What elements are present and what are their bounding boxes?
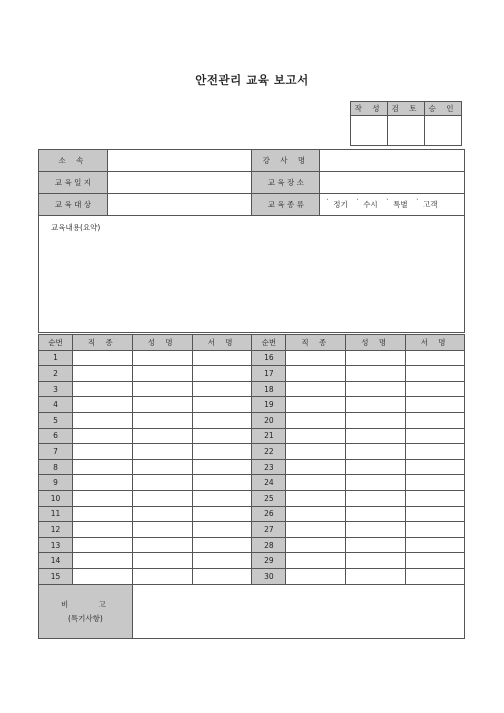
remarks-field[interactable] <box>132 585 464 639</box>
seq-right: 19 <box>252 397 286 413</box>
job-right[interactable] <box>286 428 346 444</box>
name-left[interactable] <box>132 537 192 553</box>
sign-left[interactable] <box>192 397 252 413</box>
job-right[interactable] <box>286 490 346 506</box>
job-left[interactable] <box>72 475 132 491</box>
job-left[interactable] <box>72 506 132 522</box>
type-option-customer: 고객 <box>422 200 438 209</box>
seq-right: 28 <box>252 537 286 553</box>
header-sign-right: 서 명 <box>406 335 465 351</box>
name-right[interactable] <box>346 428 406 444</box>
type-option-occasional: 수시 <box>363 200 378 209</box>
approval-header-author: 작 성 <box>351 102 388 116</box>
page-title: 안전관리 교육 보고서 <box>195 73 309 87</box>
job-left[interactable] <box>72 350 132 366</box>
job-left[interactable] <box>72 444 132 460</box>
job-left[interactable] <box>72 537 132 553</box>
sign-right[interactable] <box>406 522 465 538</box>
table-row <box>39 522 465 538</box>
seq-left: 2 <box>39 366 73 382</box>
checkbox-icon[interactable]: ˋ <box>326 199 330 206</box>
table-row <box>39 537 465 553</box>
date-label: 교 육 일 지 <box>39 172 108 194</box>
seq-right: 26 <box>252 506 286 522</box>
sign-right[interactable] <box>406 350 465 366</box>
table-row <box>39 568 465 584</box>
sign-left[interactable] <box>192 475 252 491</box>
sign-right[interactable] <box>406 366 465 382</box>
seq-left: 5 <box>39 412 73 428</box>
seq-left: 1 <box>39 350 73 366</box>
name-left[interactable] <box>132 366 192 382</box>
seq-right: 18 <box>252 381 286 397</box>
header-job-left: 직 종 <box>72 335 132 351</box>
job-left[interactable] <box>72 366 132 382</box>
type-options <box>320 194 465 216</box>
sign-right[interactable] <box>406 428 465 444</box>
table-row <box>39 350 465 366</box>
name-left[interactable] <box>132 459 192 475</box>
name-left[interactable] <box>132 381 192 397</box>
approval-header-review: 검 토 <box>388 102 425 116</box>
approval-header-approve: 승 인 <box>425 102 462 116</box>
name-right[interactable] <box>346 366 406 382</box>
seq-right: 16 <box>252 350 286 366</box>
place-label: 교 육 장 소 <box>252 172 320 194</box>
name-left[interactable] <box>132 553 192 569</box>
seq-left: 3 <box>39 381 73 397</box>
sign-right[interactable] <box>406 537 465 553</box>
sign-left[interactable] <box>192 459 252 475</box>
header-sign-left: 서 명 <box>192 335 252 351</box>
seq-right: 27 <box>252 522 286 538</box>
name-left[interactable] <box>132 397 192 413</box>
job-left[interactable] <box>72 459 132 475</box>
table-row <box>39 490 465 506</box>
name-left[interactable] <box>132 412 192 428</box>
seq-left: 10 <box>39 490 73 506</box>
sign-right[interactable] <box>406 490 465 506</box>
seq-right: 30 <box>252 568 286 584</box>
sign-right[interactable] <box>406 412 465 428</box>
sign-left[interactable] <box>192 553 252 569</box>
sign-left[interactable] <box>192 366 252 382</box>
name-left[interactable] <box>132 568 192 584</box>
table-row <box>39 397 465 413</box>
name-right[interactable] <box>346 537 406 553</box>
attendee-roster <box>38 334 465 585</box>
checkbox-icon[interactable]: ˋ <box>356 199 360 206</box>
job-left[interactable] <box>72 428 132 444</box>
instructor-label: 강 사 명 <box>252 150 320 172</box>
table-row <box>39 506 465 522</box>
job-left[interactable] <box>72 568 132 584</box>
seq-left: 11 <box>39 506 73 522</box>
name-left[interactable] <box>132 506 192 522</box>
job-left[interactable] <box>72 381 132 397</box>
seq-left: 7 <box>39 444 73 460</box>
remarks-label-line1: 비 고 <box>60 599 120 609</box>
remarks-label <box>39 585 133 639</box>
sign-left[interactable] <box>192 412 252 428</box>
name-left[interactable] <box>132 444 192 460</box>
job-right[interactable] <box>286 397 346 413</box>
name-right[interactable] <box>346 350 406 366</box>
job-left[interactable] <box>72 397 132 413</box>
sign-right[interactable] <box>406 444 465 460</box>
seq-left: 14 <box>39 553 73 569</box>
sign-left[interactable] <box>192 568 252 584</box>
sign-right[interactable] <box>406 553 465 569</box>
name-left[interactable] <box>132 490 192 506</box>
affiliation-label: 소 속 <box>39 150 108 172</box>
name-right[interactable] <box>346 381 406 397</box>
instructor-field[interactable] <box>320 150 465 172</box>
job-right[interactable] <box>286 381 346 397</box>
job-right[interactable] <box>286 506 346 522</box>
table-row <box>39 428 465 444</box>
remarks-table <box>38 584 465 639</box>
job-right[interactable] <box>286 412 346 428</box>
job-left[interactable] <box>72 553 132 569</box>
job-right[interactable] <box>286 459 346 475</box>
header-seq-right: 순번 <box>252 335 286 351</box>
job-right[interactable] <box>286 366 346 382</box>
place-field[interactable] <box>320 172 465 194</box>
seq-left: 8 <box>39 459 73 475</box>
seq-left: 9 <box>39 475 73 491</box>
type-label: 교 육 종 류 <box>252 194 320 216</box>
target-label: 교 육 대 상 <box>39 194 108 216</box>
name-left[interactable] <box>132 428 192 444</box>
sign-right[interactable] <box>406 381 465 397</box>
approval-sign-review[interactable] <box>388 116 425 146</box>
info-table <box>38 149 465 333</box>
target-field[interactable] <box>107 194 252 216</box>
sign-right[interactable] <box>406 506 465 522</box>
seq-left: 15 <box>39 568 73 584</box>
name-right[interactable] <box>346 506 406 522</box>
table-row <box>39 475 465 491</box>
approval-sign-approve[interactable] <box>425 116 462 146</box>
type-option-regular: 정기 <box>333 200 348 209</box>
seq-left: 6 <box>39 428 73 444</box>
job-left[interactable] <box>72 412 132 428</box>
remarks-label-line2: (특기사항) <box>67 613 103 623</box>
approval-sign-author[interactable] <box>351 116 388 146</box>
job-right[interactable] <box>286 444 346 460</box>
sign-left[interactable] <box>192 506 252 522</box>
header-name-right: 성 명 <box>346 335 406 351</box>
seq-right: 23 <box>252 459 286 475</box>
seq-right: 17 <box>252 366 286 382</box>
table-row <box>39 553 465 569</box>
name-right[interactable] <box>346 412 406 428</box>
checkbox-icon[interactable]: ˋ <box>386 199 390 206</box>
job-left[interactable] <box>72 522 132 538</box>
seq-right: 29 <box>252 553 286 569</box>
table-row <box>39 366 465 382</box>
sign-left[interactable] <box>192 350 252 366</box>
seq-left: 12 <box>39 522 73 538</box>
sign-left[interactable] <box>192 490 252 506</box>
header-name-left: 성 명 <box>132 335 192 351</box>
name-left[interactable] <box>132 350 192 366</box>
job-right[interactable] <box>286 553 346 569</box>
name-right[interactable] <box>346 459 406 475</box>
name-right[interactable] <box>346 475 406 491</box>
job-right[interactable] <box>286 537 346 553</box>
name-right[interactable] <box>346 568 406 584</box>
checkbox-icon[interactable]: ˋ <box>415 199 419 206</box>
job-right[interactable] <box>286 568 346 584</box>
job-right[interactable] <box>286 475 346 491</box>
name-left[interactable] <box>132 522 192 538</box>
approval-box <box>350 101 462 146</box>
seq-right: 24 <box>252 475 286 491</box>
date-field[interactable] <box>107 172 252 194</box>
name-right[interactable] <box>346 553 406 569</box>
name-right[interactable] <box>346 444 406 460</box>
sign-left[interactable] <box>192 381 252 397</box>
seq-right: 20 <box>252 412 286 428</box>
summary-label: 교육내용(요약) <box>51 223 101 232</box>
sign-right[interactable] <box>406 475 465 491</box>
header-seq-left: 순번 <box>39 335 73 351</box>
name-left[interactable] <box>132 475 192 491</box>
summary-area[interactable] <box>39 216 465 333</box>
header-job-right: 직 종 <box>286 335 346 351</box>
name-right[interactable] <box>346 490 406 506</box>
seq-left: 13 <box>39 537 73 553</box>
sign-left[interactable] <box>192 428 252 444</box>
table-row <box>39 381 465 397</box>
job-left[interactable] <box>72 490 132 506</box>
sign-left[interactable] <box>192 537 252 553</box>
sign-right[interactable] <box>406 397 465 413</box>
sign-right[interactable] <box>406 568 465 584</box>
name-right[interactable] <box>346 397 406 413</box>
type-option-special: 특별 <box>393 200 408 209</box>
seq-right: 25 <box>252 490 286 506</box>
seq-right: 21 <box>252 428 286 444</box>
table-row <box>39 459 465 475</box>
job-right[interactable] <box>286 522 346 538</box>
seq-left: 4 <box>39 397 73 413</box>
name-right[interactable] <box>346 522 406 538</box>
affiliation-field[interactable] <box>107 150 252 172</box>
sign-left[interactable] <box>192 444 252 460</box>
sign-right[interactable] <box>406 459 465 475</box>
sign-left[interactable] <box>192 522 252 538</box>
seq-right: 22 <box>252 444 286 460</box>
table-row <box>39 444 465 460</box>
job-right[interactable] <box>286 350 346 366</box>
table-row <box>39 412 465 428</box>
